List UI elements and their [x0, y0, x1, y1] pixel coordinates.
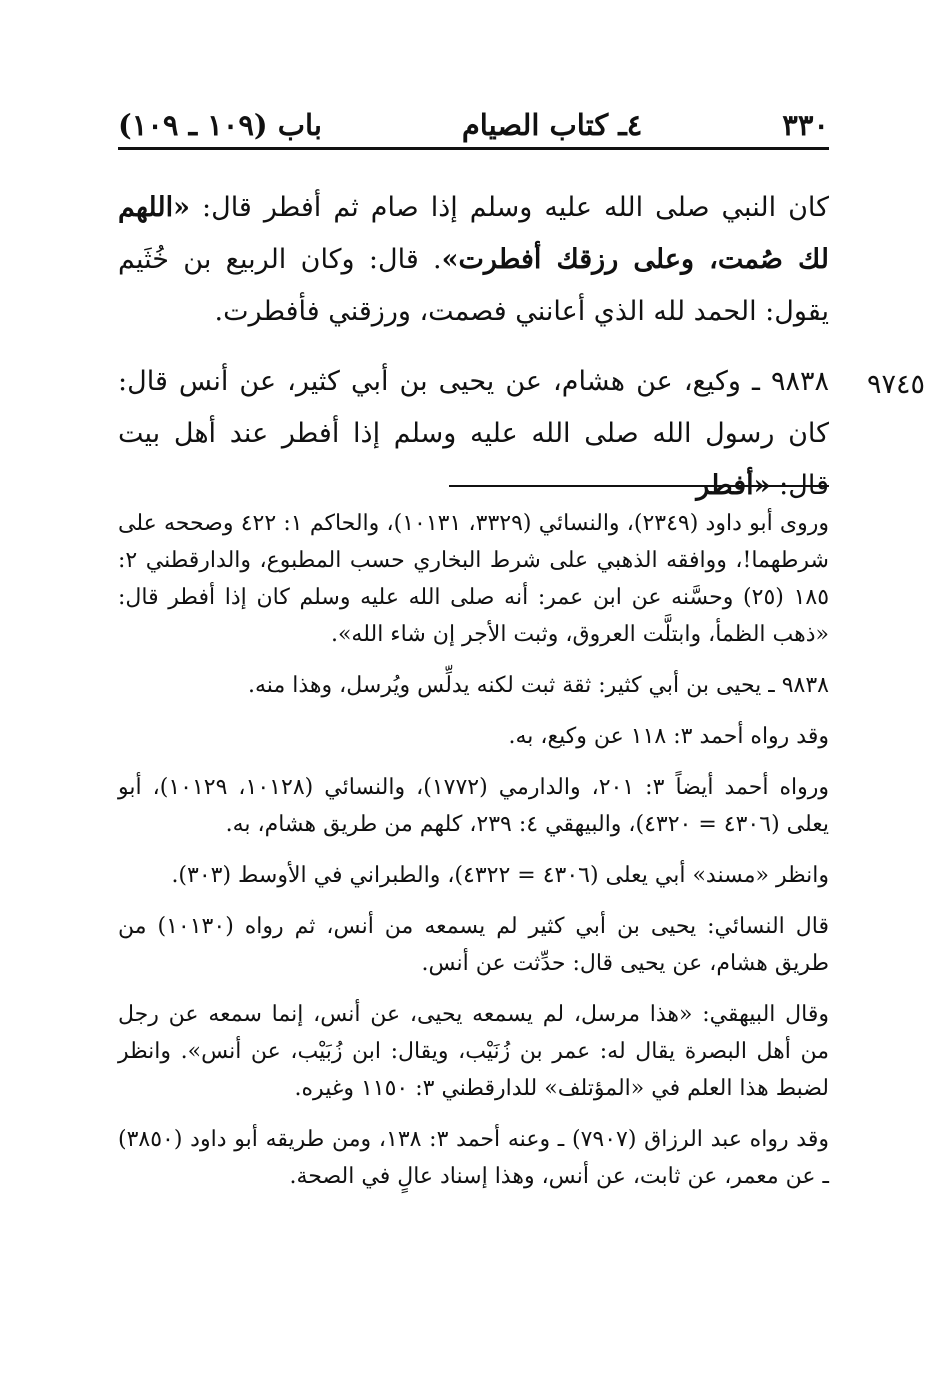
- footnotes: [118, 505, 829, 1209]
- footnote-paragraph: ورواه أحمد أيضاً ٣: ٢٠١، والدارمي (١٧٧٢)، والنسائي (١٠١٢٨، ١٠١٢٩)، أبو يعلى (٤٣٠٦ = ٤٣٢٠)، والبيهقي ٤: ٢٣٩، كلهم من طريق هشام، به.: [118, 775, 830, 837]
- main-paragraph-2-quote: «أفطر: [696, 470, 771, 501]
- page-number: ٣٣٠: [782, 108, 829, 142]
- main-paragraph-2: [118, 356, 829, 512]
- footnote-paragraph: وقد رواه عبد الرزاق (٧٩٠٧) ـ وعنه أحمد ٣: ١٣٨، ومن طريقه أبو داود (٣٨٥٠) ـ عن معمر، عن ثابت، عن أنس، وهذا إسناد عالٍ في الصحة.: [118, 1127, 829, 1189]
- footnote-paragraph: ٩٨٣٨ ـ يحيى بن أبي كثير: ثقة ثبت لكنه يدلِّس ويُرسل، وهذا منه.: [248, 673, 829, 698]
- header-divider: [118, 147, 829, 150]
- page-header: [118, 103, 829, 147]
- chapter-label: باب (١٠٩ ـ ١٠٩): [118, 108, 322, 142]
- main-paragraph-1-quote: «اللهم لك صُمت، وعلى رزقك أفطرت»: [118, 192, 829, 275]
- main-paragraph-2-text: ٩٨٣٨ ـ وكيع، عن هشام، عن يحيى بن أبي كثير، عن أنس قال: كان رسول الله صلى الله عليه وسلم إذا أفطر عند أهل بيت قال:: [118, 366, 829, 501]
- footnote-paragraph: قال النسائي: يحيى بن أبي كثير لم يسمعه من أنس، ثم رواه (١٠١٣٠) من طريق هشام، عن يحيى قال: حدِّثت عن أنس.: [118, 914, 829, 976]
- main-paragraph-1-text: كان النبي صلى الله عليه وسلم إذا صام ثم أفطر قال:: [189, 192, 829, 223]
- footnote-paragraph: وانظر «مسند» أبي يعلى (٤٣٠٦ = ٤٣٢٢)، والطبراني في الأوسط (٣٠٣).: [171, 863, 829, 888]
- main-text: [118, 182, 829, 512]
- footnote-paragraph: وقد رواه أحمد ٣: ١١٨ عن وكيع، به.: [508, 724, 829, 749]
- footnote-divider: [449, 485, 829, 487]
- margin-hadith-number: ٩٧٤٥: [866, 369, 925, 400]
- footnote-paragraph: وقال البيهقي: «هذا مرسل، لم يسمعه يحيى، عن أنس، إنما سمعه عن رجل من أهل البصرة يقال له: عمر بن زُنَيْب، ويقال: ابن زُبَيْب، عن أنس». وانظر لضبط هذا العلم في «المؤتلف» للدارقطني ٣: ١١٥٠ وغيره.: [118, 1002, 829, 1101]
- main-paragraph-1-rest: . قال: وكان الربيع بن خُثَيم يقول: الحمد لله الذي أعانني فصمت، ورزقني فأفطرت.: [118, 244, 829, 327]
- book-title: ٤ـ كتاب الصيام: [461, 108, 643, 142]
- main-paragraph-1: [118, 182, 829, 338]
- footnote-paragraph: وروى أبو داود (٢٣٤٩)، والنسائي (٣٣٢٩، ١٠١٣١)، والحاكم ١: ٤٢٢ وصححه على شرطهما!، ووافقه الذهبي على شرط البخاري حسب المطبوع، والدارقطني ٢: ١٨٥ (٢٥) وحسَّنه عن ابن عمر: أنه صلى الله عليه وسلم كان إذا أفطر قال: «ذهب الظمأ، وابتلَّت العروق، وثبت الأجر إن شاء الله».: [118, 511, 830, 647]
